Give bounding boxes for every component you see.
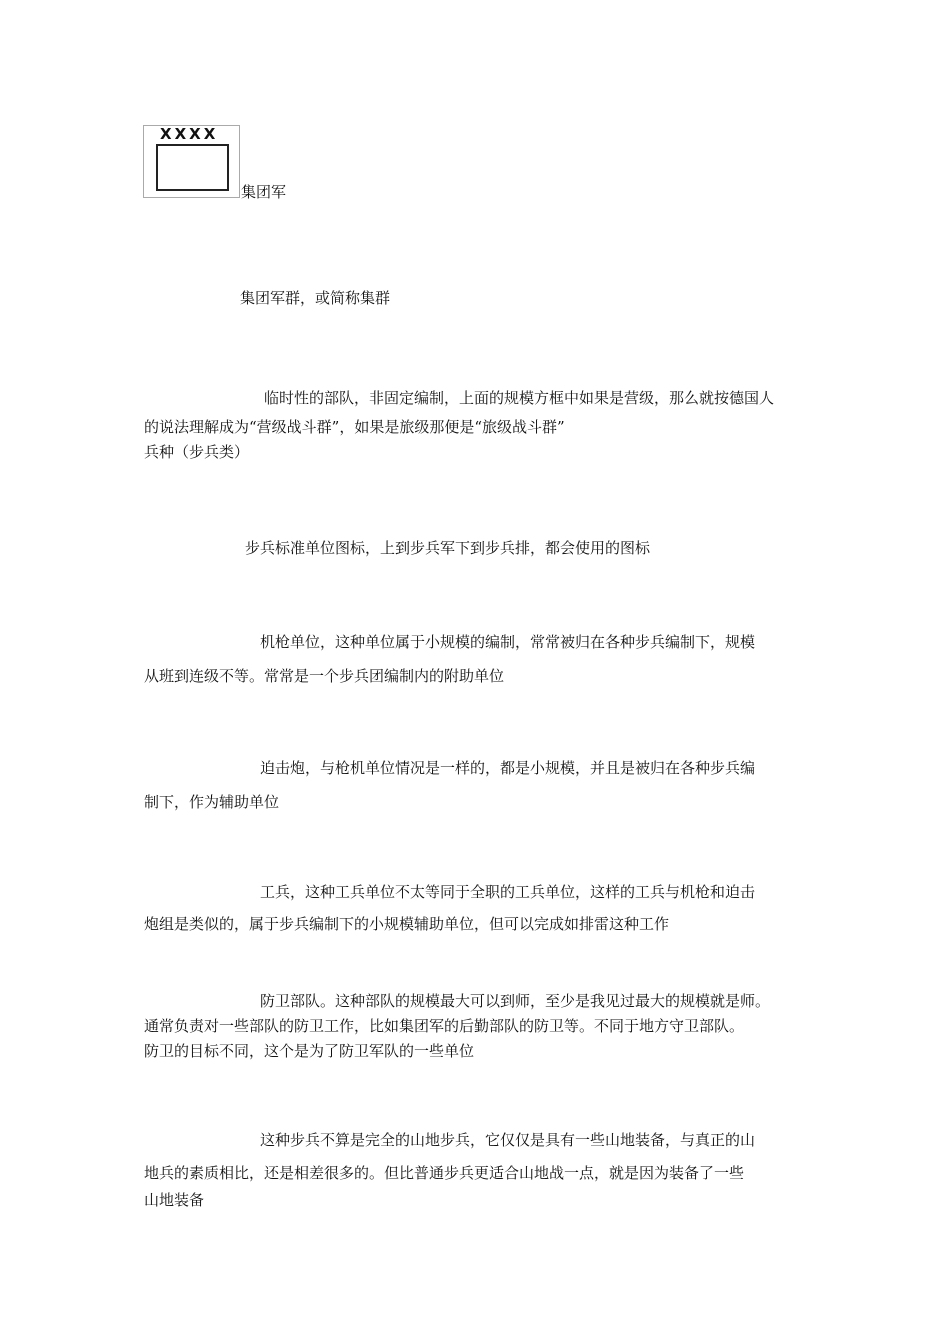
paragraph-line: 这种步兵不算是完全的山地步兵，它仅仅是具有一些山地装备，与真正的山 <box>260 1131 756 1149</box>
paragraph-line: 机枪单位，这种单位属于小规模的编制，常常被归在各种步兵编制下，规模 <box>260 633 756 651</box>
paragraph-line: 的说法理解成为“营级战斗群”，如果是旅级那便是“旅级战斗群” <box>144 418 565 436</box>
paragraph-line: 迫击炮，与枪机单位情况是一样的，都是小规模，并且是被归在各种步兵编 <box>260 759 756 777</box>
paragraph-line: 步兵标准单位图标，上到步兵军下到步兵排，都会使用的图标 <box>245 539 651 557</box>
paragraph-line: 地兵的素质相比，还是相差很多的。但比普通步兵更适合山地战一点，就是因为装备了一些 <box>144 1164 745 1182</box>
paragraph-line: 防卫部队。这种部队的规模最大可以到师，至少是我见过最大的规模就是师。 <box>260 992 771 1010</box>
unit-frame-icon <box>156 144 229 191</box>
paragraph-line: 炮组是类似的，属于步兵编制下的小规模辅助单位，但可以完成如排雷这种工作 <box>144 915 670 933</box>
paragraph-line: 山地装备 <box>144 1191 205 1209</box>
echelon-marks: XXXX <box>160 125 219 143</box>
paragraph-line: 从班到连级不等。常常是一个步兵团编制内的附助单位 <box>144 667 505 685</box>
paragraph-line: 防卫的目标不同，这个是为了防卫军队的一些单位 <box>144 1042 475 1060</box>
army-caption: 集团军 <box>241 183 287 201</box>
paragraph-line: 通常负责对一些部队的防卫工作，比如集团军的后勤部队的防卫等。不同于地方守卫部队。 <box>144 1017 745 1035</box>
paragraph-line: 临时性的部队，非固定编制，上面的规模方框中如果是营级，那么就按德国人 <box>264 389 775 407</box>
army-echelon-symbol <box>143 125 240 198</box>
section-heading: 兵种（步兵类） <box>144 443 250 461</box>
paragraph-line: 工兵，这种工兵单位不太等同于全职的工兵单位，这样的工兵与机枪和迫击 <box>260 883 756 901</box>
paragraph-line: 制下，作为辅助单位 <box>144 793 280 811</box>
paragraph-line: 集团军群，或简称集群 <box>240 289 391 307</box>
